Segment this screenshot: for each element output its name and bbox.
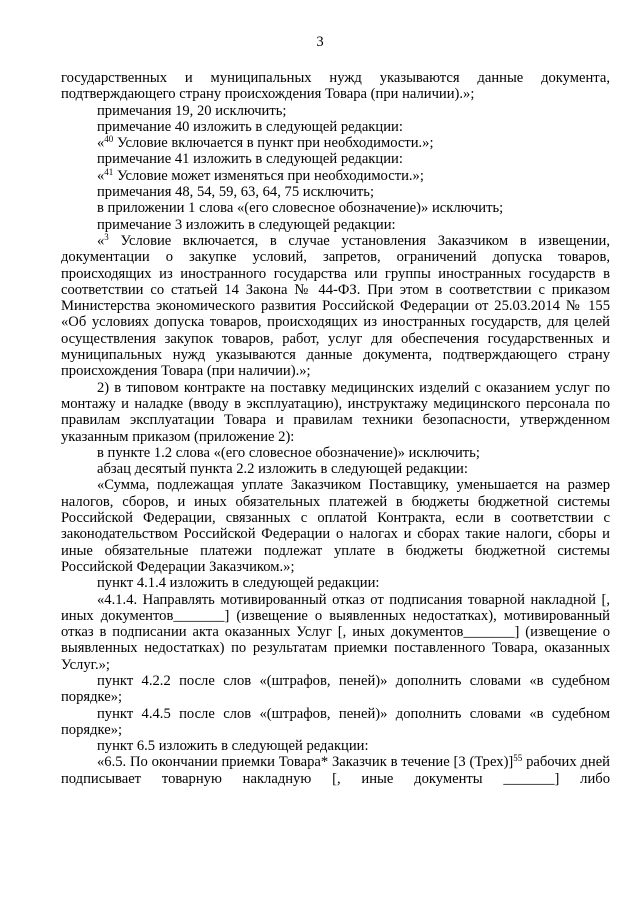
- footnote-marker: 41: [104, 166, 114, 177]
- paragraph-text: «: [97, 232, 105, 249]
- paragraph-text: примечания 19, 20 исключить;: [97, 102, 287, 119]
- paragraph-text: «: [97, 167, 105, 184]
- paragraph-text: пункт 4.1.4 изложить в следующей редакции:: [97, 575, 380, 592]
- paragraph: [61, 575, 610, 591]
- paragraph: [61, 70, 610, 103]
- paragraph: [61, 706, 610, 739]
- paragraph-text: в приложении 1 слова «(его словесное обозначение)» исключить;: [97, 200, 504, 217]
- footnote-marker: 40: [104, 134, 114, 145]
- document-body: [61, 70, 610, 787]
- paragraph-text: Условие включается, в случае установления Заказчиком в извещении, документации о закупке условий, запретов, ограничений допуска товаров, происходящих из иностранного государства или группы иностранных государств в соответствии со статьей 14 Закона № 44-ФЗ. При этом в соответствии с приказом Министерства экономического развития Российской Федерации от 25.03.2014 № 155 «Об условиях допуска товаров, происходящих из иностранных государств, для целей осуществления закупок товаров, работ, услуг для обеспечения государственных и муниципальных нужд указываются данные документа, подтверждающего страну происхождения Товара (при наличии).»;: [61, 232, 610, 380]
- paragraph-text: рабочих дней подписывает товарную накладную [, иные документы _______] либо: [61, 754, 610, 787]
- paragraph-text: примечание 40 изложить в следующей редакции:: [97, 118, 403, 135]
- paragraph-text: пункт 6.5 изложить в следующей редакции:: [97, 738, 369, 755]
- page-number: 3: [316, 34, 324, 50]
- paragraph: [61, 461, 610, 477]
- paragraph: [61, 673, 610, 706]
- paragraph: [61, 754, 610, 787]
- footnote-marker: 3: [104, 231, 109, 242]
- paragraph-text: государственных и муниципальных нужд указываются данные документа, подтверждающего страну происхождения Товара (при наличии).»;: [61, 70, 610, 103]
- paragraph: [61, 184, 610, 200]
- paragraph: [61, 445, 610, 461]
- paragraph: [61, 738, 610, 754]
- paragraph: [61, 103, 610, 119]
- paragraph-text: 2) в типовом контракте на поставку медицинских изделий с оказанием услуг по монтажу и наладке (вводу в эксплуатацию), инструктажу медицинского персонала по правилам эксплуатации Товара и правилам техники безопасности, утвержденном указанным приказом (приложение 2):: [61, 379, 610, 445]
- paragraph: [61, 200, 610, 216]
- paragraph: [61, 477, 610, 575]
- paragraph: [61, 217, 610, 233]
- paragraph: [61, 168, 610, 184]
- paragraph-text: абзац десятый пункта 2.2 изложить в следующей редакции:: [97, 461, 468, 478]
- paragraph-text: «: [97, 135, 105, 152]
- paragraph-text: примечания 48, 54, 59, 63, 64, 75 исключить;: [97, 184, 375, 201]
- paragraph: [61, 380, 610, 445]
- paragraph-text: «Сумма, подлежащая уплате Заказчиком Поставщику, уменьшается на размер налогов, сборов, и иных обязательных платежей в бюджеты бюджетной системы Российской Федерации, связанных с оплатой Контракта, если в соответствии с законодательством Российской Федерации о налогах и сборах такие налоги, сборы и иные обязательные платежи подлежат уплате в бюджеты бюджетной системы Российской Федерации Заказчиком.»;: [61, 477, 610, 575]
- paragraph: [61, 135, 610, 151]
- paragraph-text: пункт 4.4.5 после слов «(штрафов, пеней)» дополнить словами «в судебном порядке»;: [61, 705, 610, 738]
- paragraph-text: «6.5. По окончании приемки Товара* Заказчик в течение [3 (Трех)]: [97, 754, 514, 771]
- paragraph-text: в пункте 1.2 слова «(его словесное обозначение)» исключить;: [97, 444, 480, 461]
- paragraph: [61, 233, 610, 380]
- paragraph: [61, 151, 610, 167]
- paragraph: [61, 119, 610, 135]
- paragraph-text: «4.1.4. Направлять мотивированный отказ от подписания товарной накладной [, иных документов_______] (извещение о выявленных недостатках), мотивированный отказ в подписании акта оказанных Услуг [, иных документов_______] (извещение о выявленных недостатках) по результатам приемки поставленного Товара, оказанных Услуг.»;: [61, 591, 610, 673]
- paragraph: [61, 592, 610, 673]
- paragraph-text: Условие может изменяться при необходимости.»;: [113, 167, 424, 184]
- paragraph-text: пункт 4.2.2 после слов «(штрафов, пеней)» дополнить словами «в судебном порядке»;: [61, 672, 610, 706]
- paragraph-text: примечание 3 изложить в следующей редакции:: [97, 216, 396, 233]
- paragraph-text: примечание 41 изложить в следующей редакции:: [97, 151, 403, 168]
- footnote-marker: 55: [513, 753, 523, 764]
- paragraph-text: Условие включается в пункт при необходимости.»;: [113, 135, 434, 152]
